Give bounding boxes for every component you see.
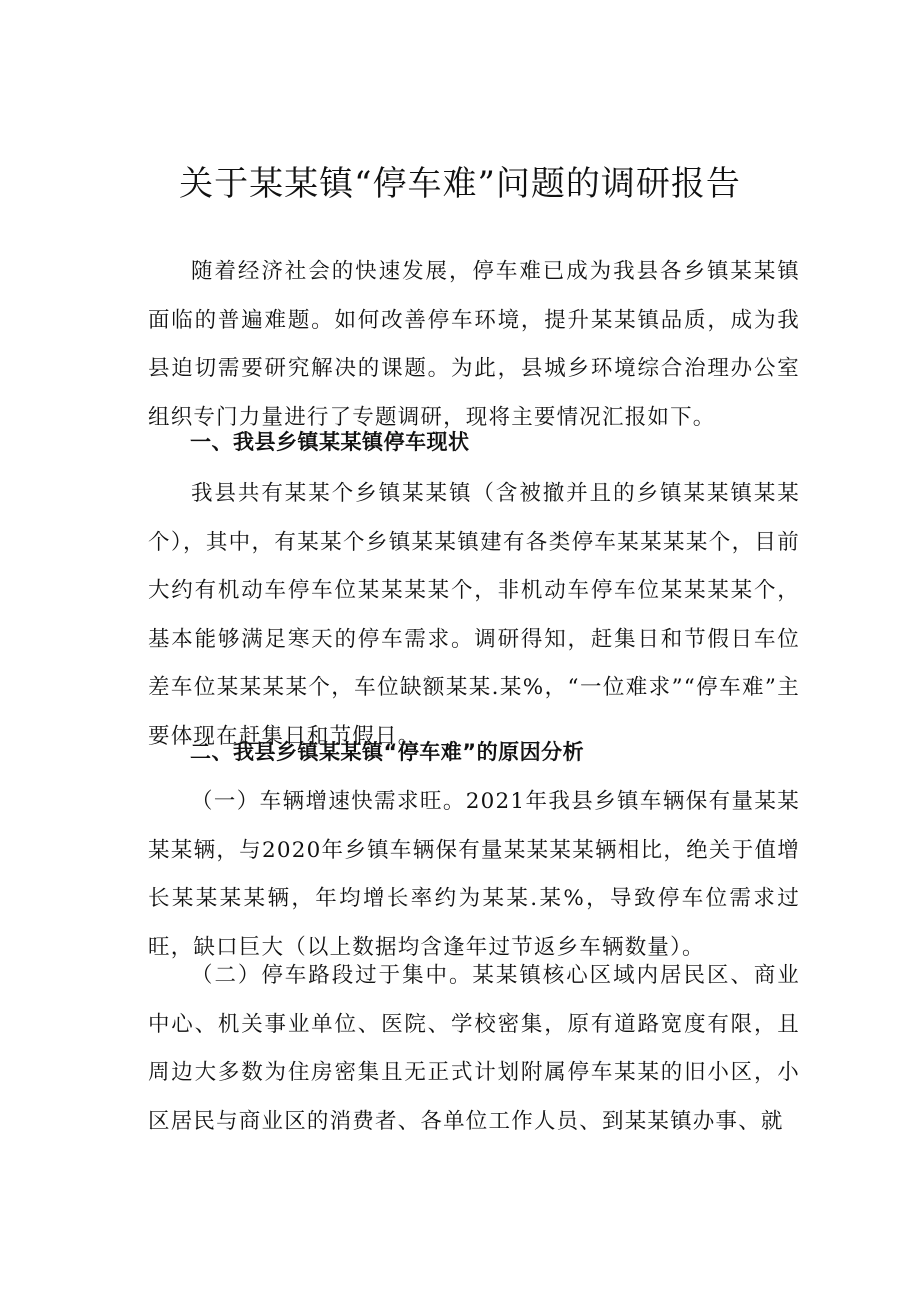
section-2-paragraph-1: （一）车辆增速快需求旺。2021年我县乡镇车辆保有量某某某某辆，与2020年乡镇车辆保有量某某某某辆相比，绝关于值增长某某某某辆，年均增长率约为某某.某%，导致停车位需求过旺，缺口巨大（以上数据均含逢年过节返乡车辆数量）。: [148, 789, 800, 960]
section-heading-1: 一、我县乡镇某某镇停车现状: [190, 430, 470, 454]
section-heading-2: 二、我县乡镇某某镇“停车难”的原因分析: [190, 740, 585, 764]
section-1-paragraph-1: 我县共有某某个乡镇某某镇（含被撤并且的乡镇某某镇某某个），其中，有某某个乡镇某某镇建有各类停车某某某某个，目前大约有机动车停车位某某某某个，非机动车停车位某某某某个，基本能够满足寒天的停车需求。调研得知，赶集日和节假日车位差车位某某某某个，车位缺额某某.某%，“一位难求”“停车难”主要体现在赶集日和节假日。: [148, 481, 800, 749]
document-title: 关于某某镇“停车难”问题的调研报告: [179, 164, 741, 204]
intro-paragraph: 随着经济社会的快速发展，停车难已成为我县各乡镇某某镇面临的普遍难题。如何改善停车环境，提升某某镇品质，成为我县迫切需要研究解决的课题。为此，县城乡环境综合治理办公室组织专门力量进行了专题调研，现将主要情况汇报如下。: [148, 259, 800, 430]
section-2-paragraph-2: （二）停车路段过于集中。某某镇核心区域内居民区、商业中心、机关事业单位、医院、学校密集，原有道路宽度有限，且周边大多数为住房密集且无正式计划附属停车某某的旧小区，小区居民与商业区的消费者、各单位工作人员、到某某镇办事、就: [148, 963, 800, 1134]
